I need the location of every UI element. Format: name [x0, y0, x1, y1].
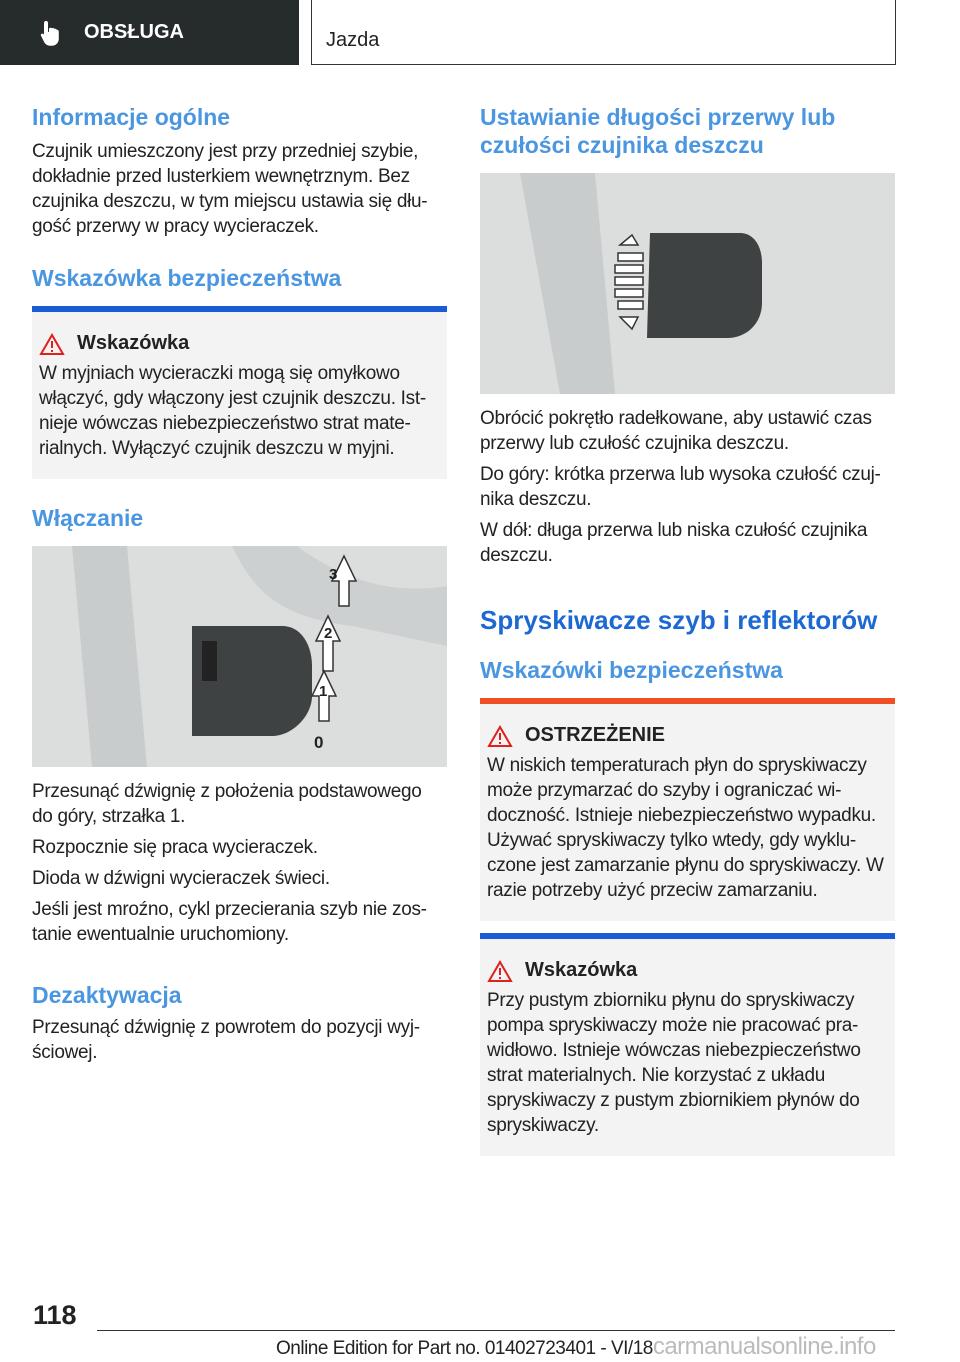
warning-title: OSTRZEŻENIE [525, 724, 666, 746]
hand-pointer-icon [40, 19, 64, 47]
footer-edition [276, 1333, 876, 1361]
adjust-text-3: W dół: długa przerwa lub niska czułość czujnika deszczu. [480, 520, 868, 566]
heading-on: Włączanie [32, 505, 144, 531]
warning-box [480, 698, 895, 921]
footer-divider [97, 1330, 895, 1331]
warning-triangle-icon [487, 960, 513, 982]
thumbwheel-illustration [480, 173, 895, 394]
position-label: 1 [319, 683, 328, 700]
warning-text: W niskich temperaturach płyn do spryskiwaczy może przymarzać do szyby i ograniczać wi-doczność. Istnieje niebezpieczeństwo wypadku. Używać spryskiwaczy tylko wtedy, gdy wyklu-czone jest zamarzanie płynu do spryskiwaczy. W razie potrzeby użyć przeciw zamarzaniu. [487, 755, 884, 901]
wiper-lever-illustration [32, 546, 447, 767]
page-number: 118 [33, 1300, 77, 1330]
on-step-1: Przesunąć dźwignię z położenia podstawowego do góry, strzałka 1. [32, 781, 422, 827]
position-label: 0 [314, 733, 324, 752]
right-column [480, 103, 895, 1156]
heading-safety: Wskazówka bezpieczeństwa [32, 265, 342, 291]
off-text: Przesunąć dźwignię z powrotem do pozycji wyj-ściowej. [32, 1017, 420, 1063]
chapter-tab [311, 0, 896, 65]
general-text: Czujnik umieszczony jest przy przedniej szybie, dokładnie przed lusterkiem wewnętrznym. Bez czujnika deszczu, w tym miejscu ustawia się dłu-gość przerwy w pracy wycieraczek. [32, 141, 428, 237]
adjust-text-1: Obrócić pokrętło radełkowane, aby ustawić czas przerwy lub czułość czujnika deszczu. [480, 408, 872, 454]
wiper-lever-image [32, 546, 447, 767]
note-box [32, 306, 447, 479]
note-title: Wskazówka [77, 332, 190, 354]
section-tab [0, 0, 299, 65]
left-column [32, 103, 447, 1065]
watermark: carmanualsonline.info [652, 1333, 876, 1360]
position-label: 3 [329, 566, 338, 583]
note-box [480, 933, 895, 1156]
on-step-3: Dioda w dźwigni wycieraczek świeci. [32, 868, 330, 889]
heading-off: Dezaktywacja [32, 982, 182, 1008]
heading-general: Informacje ogólne [32, 104, 231, 130]
on-step-4: Jeśli jest mroźno, cykl przecierania szyb nie zos-tanie ewentualnie uruchomiony. [32, 899, 427, 945]
note-text: Przy pustym zbiorniku płynu do spryskiwaczy pompa spryskiwaczy może nie pracować pra-widłowo. Istnieje wówczas niebezpieczeństwo strat materialnych. Nie korzystać z układu spryskiwaczy z pustym zbiornikiem płynów do spryskiwaczy. [487, 990, 861, 1136]
chapter-title: Jazda [326, 28, 380, 51]
heading-adjust: Ustawianie długości przerwy lub czułości czujnika deszczu [480, 104, 836, 158]
note-text: W myjniach wycieraczki mogą się omyłkowo włączyć, gdy włączony jest czujnik deszczu. Ist-nieje wówczas niebezpieczeństwo strat mate-rialnych. Wyłączyć czujnik deszczu w myjni. [39, 363, 426, 459]
warning-triangle-icon [487, 725, 513, 747]
thumbwheel-image [480, 173, 895, 394]
note-title: Wskazówka [525, 959, 638, 981]
section-title: OBSŁUGA [84, 21, 184, 43]
heading-washers-safety: Wskazówki bezpieczeństwa [480, 657, 783, 683]
edition-text: Online Edition for Part no. 01402723401 - VI/18 [276, 1338, 653, 1359]
position-label: 2 [324, 625, 333, 642]
adjust-text-2: Do góry: krótka przerwa lub wysoka czułość czuj-nika deszczu. [480, 464, 881, 510]
on-step-2: Rozpocznie się praca wycieraczek. [32, 837, 318, 858]
warning-triangle-icon [39, 333, 65, 355]
heading-washers: Spryskiwacze szyb i reflektorów [480, 605, 878, 635]
